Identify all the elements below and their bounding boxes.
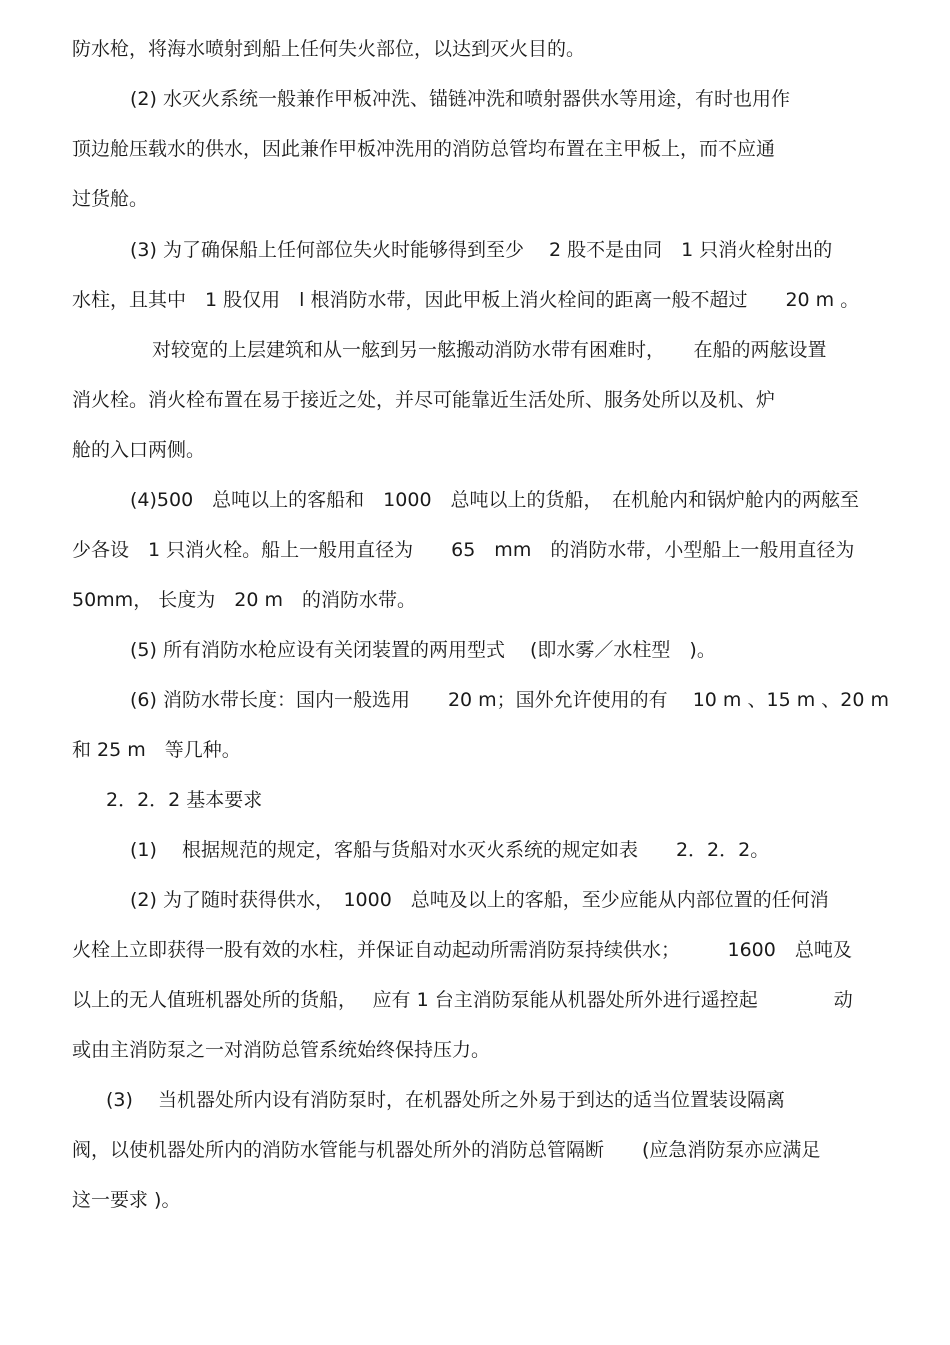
text-line-13: (5) 所有消防水枪应设有关闭装置的两用型式 (即水雾／水柱型 )。 [130, 639, 716, 661]
text-line-18: (2) 为了随时获得供水， 1000 总吨及以上的客船，至少应能从内部位置的任何消 [130, 889, 829, 911]
text-line-1: 防水枪，将海水喷射到船上任何失火部位，以达到灭火目的。 [72, 38, 586, 60]
text-line-21: 或由主消防泵之一对消防总管系统始终保持压力。 [72, 1039, 491, 1061]
section-heading: 2．2．2 基本要求 [106, 789, 263, 811]
text-line-24: 这一要求 )。 [72, 1189, 181, 1211]
text-line-20: 以上的无人值班机器处所的货船， 应有 1 台主消防泵能从机器处所外进行遥控起 动 [72, 989, 853, 1011]
text-line-7: 对较宽的上层建筑和从一舷到另一舷搬动消防水带有困难时， 在船的两舷设置 [152, 339, 827, 361]
text-line-23: 阀，以使机器处所内的消防水管能与机器处所外的消防总管隔断 (应急消防泵亦应满足 [72, 1139, 821, 1161]
text-line-11: 少各设 1 只消火栓。船上一般用直径为 65 mm 的消防水带，小型船上一般用直径为 [72, 539, 855, 561]
text-line-22: (3) 当机器处所内设有消防泵时，在机器处所之外易于到达的适当位置装设隔离 [106, 1089, 785, 1111]
text-line-12: 50mm， 长度为 20 m 的消防水带。 [72, 589, 416, 611]
text-line-15: 和 25 m 等几种。 [72, 739, 241, 761]
text-line-4: 过货舱。 [72, 188, 149, 210]
text-line-14: (6) 消防水带长度：国内一般选用 20 m；国外允许使用的有 10 m 、15 m 、20 m [130, 689, 889, 711]
text-line-3: 顶边舱压载水的供水，因此兼作甲板冲洗用的消防总管均布置在主甲板上，而不应通 [72, 138, 776, 160]
text-line-2: (2) 水灭火系统一般兼作甲板冲洗、锚链冲洗和喷射器供水等用途，有时也用作 [130, 88, 790, 110]
text-line-10: (4)500 总吨以上的客船和 1000 总吨以上的货船， 在机舱内和锅炉舱内的两舷至 [130, 489, 860, 511]
text-line-8: 消火栓。消火栓布置在易于接近之处，并尽可能靠近生活处所、服务处所以及机、炉 [72, 389, 776, 411]
text-line-17: (1) 根据规范的规定，客船与货船对水灭火系统的规定如表 2．2．2。 [130, 839, 770, 861]
text-line-9: 舱的入口两侧。 [72, 439, 206, 461]
text-line-19: 火栓上立即获得一股有效的水柱，并保证自动起动所需消防泵持续供水； 1600 总吨及 [72, 939, 852, 961]
text-line-6: 水柱，且其中 1 股仅用 l 根消防水带，因此甲板上消火栓间的距离一般不超过 20 m 。 [72, 289, 860, 311]
text-line-5: (3) 为了确保船上任何部位失火时能够得到至少 2 股不是由同 1 只消火栓射出的 [130, 239, 833, 261]
